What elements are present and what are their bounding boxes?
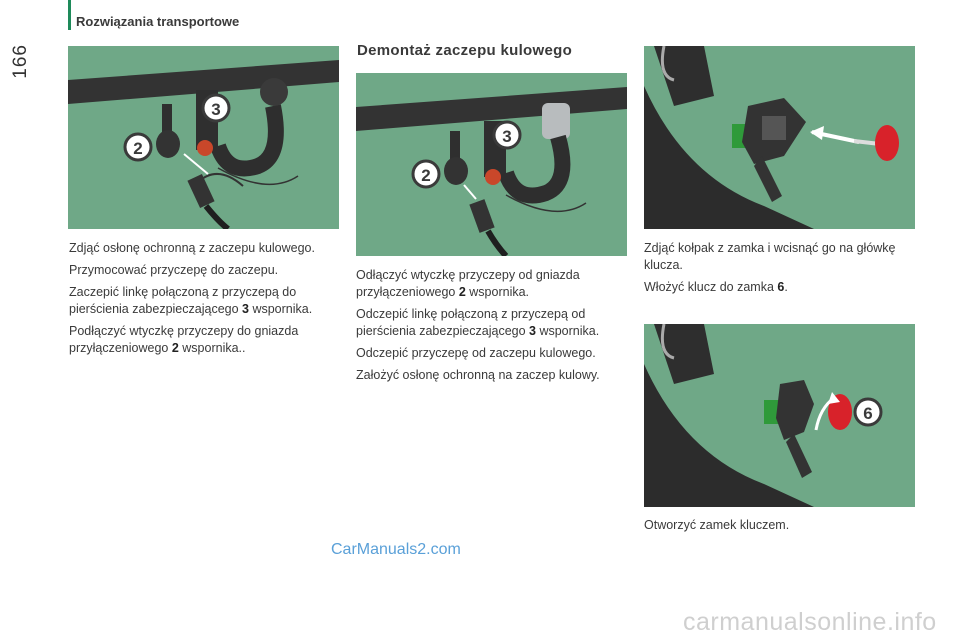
col3-bottom-text: [644, 517, 904, 539]
section-title: Rozwiązania transportowe: [76, 14, 240, 29]
col3-paragraph-3: Otworzyć zamek kluczem.: [644, 518, 790, 532]
col1-paragraph-4: Podłączyć wtyczkę przyczepy do gniazda przyłączeniowego 2 wspornika..: [69, 324, 299, 355]
col2-text: [356, 267, 631, 389]
col2-paragraph-1: Odłączyć wtyczkę przyczepy od gniazda przyłączeniowego 2 wspornika.: [356, 268, 580, 299]
section-accent-bar: [68, 0, 71, 30]
tow-hitch-image-1: [68, 46, 339, 229]
tow-hitch-illustration-2: [356, 73, 627, 256]
callout-2-label: 2: [133, 139, 143, 158]
page-heading: Demontaż zaczepu kulowego: [357, 42, 573, 59]
col3-paragraph-1: Zdjąć kołpak z zamka i wcisnąć go na główkę klucza.: [644, 241, 896, 272]
lock-image-1: [644, 46, 915, 229]
watermark-right: carmanualsonline.info: [683, 608, 937, 636]
col1-paragraph-3: Zaczepić linkę połączoną z przyczepą do pierścienia zabezpieczającego 3 wspornika.: [69, 285, 313, 316]
col3-top-text: [644, 240, 904, 301]
lock-cap-key-illustration: [644, 46, 915, 229]
callout-3-label: 3: [502, 127, 512, 146]
callout-6-label: 6: [863, 404, 873, 423]
col2-paragraph-3: Odczepić przyczepę od zaczepu kulowego.: [356, 346, 596, 360]
lock-key-turn-illustration: [644, 324, 915, 507]
col1-paragraph-1: Zdjąć osłonę ochronną z zaczepu kulowego.: [69, 241, 315, 255]
lock-image-2: [644, 324, 915, 507]
col3-paragraph-2: Włożyć klucz do zamka 6.: [644, 280, 788, 294]
callout-3-label: 3: [211, 100, 221, 119]
col2-paragraph-4: Założyć osłonę ochronną na zaczep kulowy.: [356, 368, 600, 382]
watermark-left[interactable]: CarManuals2.com: [331, 541, 461, 558]
tow-hitch-illustration-1: [68, 46, 339, 229]
page-number: 166: [10, 44, 31, 79]
col1-paragraph-2: Przymocować przyczepę do zaczepu.: [69, 263, 279, 277]
col2-paragraph-2: Odczepić linkę połączoną z przyczepą od pierścienia zabezpieczającego 3 wspornika.: [356, 307, 600, 338]
col1-text: [69, 240, 344, 362]
tow-hitch-image-2: [356, 73, 627, 256]
callout-2-label: 2: [421, 166, 431, 185]
